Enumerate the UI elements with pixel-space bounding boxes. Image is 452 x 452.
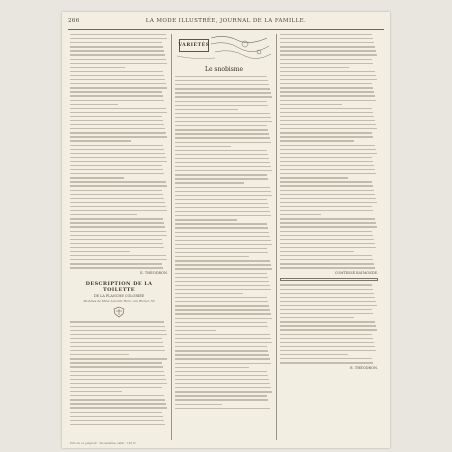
text-line <box>175 379 269 380</box>
text-line <box>280 293 374 294</box>
text-line <box>70 259 167 260</box>
text-line <box>280 194 375 195</box>
text-line <box>175 129 268 130</box>
text-line <box>70 416 163 417</box>
text-line <box>70 326 165 327</box>
text-line <box>70 169 163 170</box>
text-line <box>280 128 377 129</box>
text-line <box>175 88 270 89</box>
text-line <box>70 202 165 203</box>
text-line <box>70 383 167 384</box>
text-line <box>70 100 164 101</box>
text-line <box>175 375 268 376</box>
text-line <box>70 206 166 207</box>
text-line <box>280 124 376 125</box>
text-line <box>175 142 271 143</box>
text-line <box>175 187 270 188</box>
text-line <box>70 395 164 396</box>
text-line <box>280 181 372 182</box>
text-line <box>175 178 268 179</box>
page-footer: Prix de ce peignoir : mousseline, satin : 145 fr. <box>70 441 137 445</box>
text-line <box>175 387 271 388</box>
text-line <box>70 407 167 408</box>
text-line <box>70 243 163 244</box>
text-line <box>280 206 372 207</box>
text-line <box>175 211 270 212</box>
text-line <box>280 177 348 178</box>
description-text <box>70 321 168 425</box>
text-line <box>70 165 162 166</box>
text-line <box>280 305 377 306</box>
text-line <box>70 235 167 236</box>
text-line <box>175 207 269 208</box>
text-line <box>70 63 167 64</box>
text-line <box>70 231 166 232</box>
text-line <box>70 46 163 47</box>
text-line <box>70 239 162 240</box>
text-line <box>70 194 163 195</box>
article-body-text <box>280 34 378 269</box>
text-line <box>280 284 372 285</box>
text-line <box>280 116 374 117</box>
text-line <box>280 239 374 240</box>
text-line <box>70 412 162 413</box>
text-line <box>280 67 349 68</box>
text-line <box>280 267 375 268</box>
text-line <box>70 226 165 227</box>
text-line <box>280 231 372 232</box>
page-number: 266 <box>68 18 80 24</box>
text-line <box>280 79 377 80</box>
text-line <box>175 281 269 282</box>
text-line <box>175 113 270 114</box>
text-line <box>280 50 376 51</box>
text-line <box>175 191 271 192</box>
text-line <box>70 75 164 76</box>
text-line <box>175 318 272 319</box>
text-line <box>175 330 216 331</box>
text-line <box>70 387 162 388</box>
text-line <box>175 219 237 220</box>
text-line <box>70 267 163 268</box>
text-line <box>175 256 249 257</box>
text-line <box>175 84 269 85</box>
text-line <box>70 338 162 339</box>
text-line <box>175 76 267 77</box>
text-line <box>70 79 165 80</box>
text-line <box>175 80 268 81</box>
text-line <box>280 218 375 219</box>
text-line <box>280 222 376 223</box>
text-line <box>280 59 372 60</box>
text-line <box>280 255 372 256</box>
text-line <box>70 145 163 146</box>
text-line <box>175 408 270 409</box>
text-line <box>280 108 372 109</box>
text-line <box>280 243 375 244</box>
text-line <box>280 259 373 260</box>
text-line <box>175 166 271 167</box>
text-line <box>280 132 372 133</box>
text-line <box>175 277 268 278</box>
text-line <box>175 305 269 306</box>
text-line <box>175 326 268 327</box>
text-line <box>175 236 270 237</box>
text-line <box>280 362 373 363</box>
text-line <box>70 424 165 425</box>
text-line <box>280 247 376 248</box>
text-line <box>70 153 165 154</box>
text-line <box>175 137 270 138</box>
text-line <box>280 34 372 35</box>
text-line <box>280 338 373 339</box>
text-line <box>175 293 243 294</box>
text-line <box>175 289 271 290</box>
text-line <box>280 346 375 347</box>
text-line <box>70 104 118 105</box>
text-line <box>175 350 268 351</box>
text-line <box>280 185 373 186</box>
column-divider <box>171 34 172 440</box>
text-line <box>70 116 162 117</box>
text-line <box>70 354 129 355</box>
text-line <box>70 371 164 372</box>
text-line <box>175 404 222 405</box>
text-line <box>70 173 164 174</box>
page-header <box>68 18 384 28</box>
text-line <box>175 170 272 171</box>
text-line <box>280 235 373 236</box>
text-line <box>280 325 376 326</box>
text-line <box>70 210 167 211</box>
text-line <box>70 403 166 404</box>
varietes-banner <box>175 34 273 64</box>
text-line <box>280 145 375 146</box>
text-line <box>280 87 373 88</box>
text-line <box>70 67 125 68</box>
text-line <box>280 91 374 92</box>
text-line <box>175 391 272 392</box>
text-line <box>175 158 269 159</box>
text-line <box>70 247 164 248</box>
text-line <box>70 136 167 137</box>
text-line <box>175 260 270 261</box>
text-line <box>70 420 164 421</box>
text-line <box>280 334 372 335</box>
banner-word: VARIÉTÉS <box>179 39 209 52</box>
text-line <box>175 162 270 163</box>
text-line <box>175 301 268 302</box>
text-line <box>70 346 164 347</box>
text-line <box>70 128 165 129</box>
text-line <box>175 285 270 286</box>
text-line <box>280 190 374 191</box>
text-line <box>175 96 272 97</box>
article-title: Le snobisme <box>204 66 244 73</box>
text-line <box>175 117 271 118</box>
text-line <box>175 334 270 335</box>
text-line <box>70 399 165 400</box>
text-line <box>280 104 342 105</box>
text-line <box>175 232 269 233</box>
header-rule <box>68 29 384 30</box>
text-line <box>280 161 373 162</box>
text-line <box>280 214 321 215</box>
text-line <box>280 297 375 298</box>
journal-title: LA MODE ILLUSTRÉE, JOURNAL DE LA FAMILLE. <box>145 18 307 24</box>
text-line <box>70 198 164 199</box>
text-line <box>70 50 164 51</box>
text-line <box>70 157 166 158</box>
text-line <box>280 83 372 84</box>
text-line <box>280 153 377 154</box>
text-line <box>70 34 166 35</box>
text-line <box>70 330 166 331</box>
text-line <box>175 199 267 200</box>
text-line <box>175 195 272 196</box>
text-line <box>175 109 238 110</box>
author-signature: E. THÉODRON. <box>140 271 168 276</box>
text-line <box>280 342 374 343</box>
text-line <box>280 75 376 76</box>
text-line <box>175 133 269 134</box>
text-line <box>70 375 165 376</box>
text-line <box>70 38 167 39</box>
text-line <box>280 140 354 141</box>
text-line <box>280 198 376 199</box>
text-line <box>280 136 373 137</box>
text-line <box>175 367 249 368</box>
crest-icon <box>111 306 127 318</box>
text-line <box>175 268 272 269</box>
text-line <box>175 215 271 216</box>
text-line <box>175 399 268 400</box>
text-line <box>70 391 122 392</box>
text-line <box>70 120 163 121</box>
article-body-text <box>70 34 168 269</box>
text-line <box>70 95 163 96</box>
text-line <box>70 59 166 60</box>
text-line <box>280 42 374 43</box>
text-line <box>70 218 163 219</box>
text-line <box>70 350 165 351</box>
text-line <box>175 273 267 274</box>
text-line <box>70 251 130 252</box>
author-signature: COMTESSE RAYMONDE. <box>334 271 378 276</box>
text-line <box>280 263 374 264</box>
text-line <box>280 354 348 355</box>
text-line <box>70 71 163 72</box>
column-left <box>70 34 168 440</box>
text-line <box>70 321 164 322</box>
text-line <box>70 366 163 367</box>
text-line <box>70 362 162 363</box>
author-signature: E. THÉODRON. <box>350 366 378 371</box>
section-title: DESCRIPTION DE LA TOILETTE <box>85 281 153 294</box>
text-line <box>280 38 373 39</box>
text-line <box>175 313 271 314</box>
text-line <box>70 181 166 182</box>
text-line <box>280 46 375 47</box>
text-line <box>70 124 164 125</box>
text-line <box>70 140 131 141</box>
text-line <box>280 157 372 158</box>
text-line <box>175 371 267 372</box>
text-line <box>70 91 162 92</box>
text-line <box>175 154 268 155</box>
text-line <box>70 214 137 215</box>
section-note: Modèles de Mme Laurent Haro, rue Richer, 53 <box>83 299 155 304</box>
section-subtitle: DE LA PLANCHE COLORIÉE <box>93 294 145 299</box>
text-line <box>70 108 166 109</box>
text-line <box>70 342 163 343</box>
text-line <box>175 240 271 241</box>
text-line <box>280 329 377 330</box>
text-line <box>70 190 162 191</box>
text-line <box>280 165 374 166</box>
text-line <box>175 358 270 359</box>
text-line <box>175 338 271 339</box>
text-line <box>175 92 271 93</box>
text-line <box>175 354 269 355</box>
text-line <box>280 289 373 290</box>
newspaper-page <box>62 12 390 448</box>
text-line <box>70 54 165 55</box>
text-line <box>175 227 268 228</box>
text-line <box>280 63 373 64</box>
text-line <box>175 125 267 126</box>
text-line <box>70 87 167 88</box>
text-line <box>175 101 267 102</box>
text-line <box>280 317 354 318</box>
text-line <box>175 383 270 384</box>
text-line <box>175 309 270 310</box>
text-line <box>280 321 375 322</box>
column-middle <box>175 34 273 440</box>
text-line <box>70 132 166 133</box>
text-line <box>175 297 267 298</box>
text-line <box>280 95 375 96</box>
text-line <box>280 71 375 72</box>
text-line <box>175 252 268 253</box>
text-line <box>70 255 166 256</box>
text-line <box>175 223 267 224</box>
text-line <box>175 244 272 245</box>
column-right <box>280 34 378 440</box>
text-line <box>70 334 167 335</box>
text-line <box>70 358 167 359</box>
text-line <box>175 174 267 175</box>
text-line <box>280 120 375 121</box>
text-line <box>175 346 267 347</box>
text-line <box>70 112 167 113</box>
text-line <box>70 177 124 178</box>
text-line <box>280 169 375 170</box>
text-line <box>280 100 376 101</box>
text-line <box>175 363 271 364</box>
text-line <box>280 226 377 227</box>
text-line <box>70 161 167 162</box>
text-line <box>280 301 376 302</box>
text-line <box>280 202 377 203</box>
text-line <box>280 251 354 252</box>
text-line <box>280 173 376 174</box>
text-line <box>70 222 164 223</box>
text-line <box>280 149 376 150</box>
text-line <box>175 203 268 204</box>
article-body-text <box>175 76 273 409</box>
text-line <box>175 248 267 249</box>
text-line <box>175 150 267 151</box>
text-line <box>70 379 166 380</box>
text-line <box>280 112 373 113</box>
text-line <box>175 182 244 183</box>
text-line <box>280 350 376 351</box>
text-line <box>175 322 267 323</box>
text-line <box>175 342 272 343</box>
text-line <box>70 185 167 186</box>
text-line <box>70 149 164 150</box>
text-line <box>175 264 271 265</box>
text-line <box>280 54 377 55</box>
text-line <box>175 121 272 122</box>
text-line <box>175 146 231 147</box>
text-line <box>70 42 162 43</box>
divider-box <box>280 278 378 281</box>
text-line <box>280 210 373 211</box>
text-line <box>280 358 372 359</box>
column-divider <box>276 34 277 440</box>
text-line <box>175 105 268 106</box>
text-line <box>175 395 267 396</box>
text-line <box>70 263 162 264</box>
text-line <box>70 83 166 84</box>
text-line <box>280 313 373 314</box>
notice-text <box>280 284 378 363</box>
text-line <box>280 309 372 310</box>
